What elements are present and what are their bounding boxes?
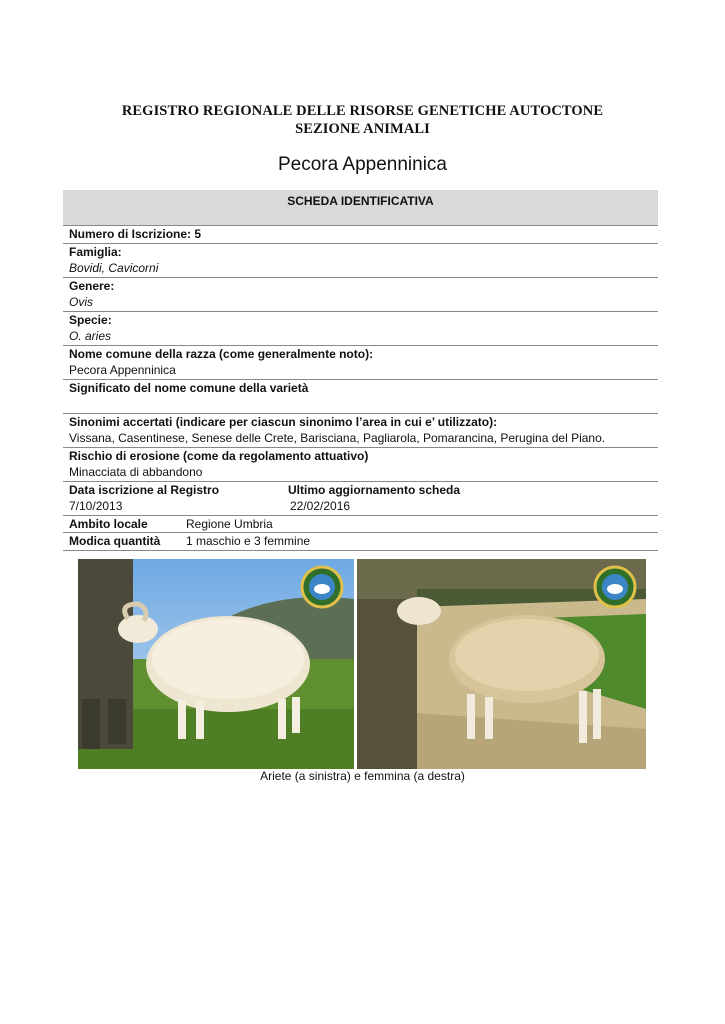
breed-title: Pecora Appenninica [277,154,447,175]
row-numero [63,226,658,244]
date-labels [69,482,652,499]
specie-value: O. aries [69,329,112,343]
row-rischio [63,448,658,482]
date-values [69,498,652,515]
genere-value: Ovis [69,295,93,309]
famiglia-value: Bovidi, Cavicorni [69,261,159,275]
aggiornamento-label: Ultimo aggiornamento scheda [288,482,461,497]
photo-caption: Ariete (a sinistra) e femmina (a destra) [260,769,465,783]
significato-label: Significato del nome comune della varietà [69,380,309,395]
section-title: SEZIONE ANIMALI [295,121,430,137]
aggiornamento-value: 22/02/2016 [290,499,351,513]
sheet-header-band [63,190,658,225]
row-nome-comune [63,346,658,380]
row-specie [63,312,658,346]
registry-title: REGISTRO REGIONALE DELLE RISORSE GENETICHE AUTOCTONE [121,103,604,119]
ram-photo [78,559,354,769]
sinonimi-value: Vissana, Casentinese, Senese delle Crete, Barisciana, Pagliarola, Pomarancina, Perugina del Piano. [69,431,606,445]
ambito-value: Regione Umbria [186,516,273,531]
numero-label: Numero di Iscrizione: 5 [69,227,202,241]
row-modica [63,533,658,551]
data-iscrizione-value: 7/10/2013 [69,499,123,513]
ewe-photo [357,559,646,769]
modica-value: 1 maschio e 3 femmine [186,534,311,548]
rischio-value: Minacciata di abbandono [69,465,203,479]
row-significato [63,380,658,414]
identification-table [63,225,658,551]
sheet-title: SCHEDA IDENTIFICATIVA [287,194,434,208]
rischio-label: Rischio di erosione (come da regolamento attuativo) [69,448,369,463]
famiglia-label: Famiglia: [69,244,122,259]
ambito-label: Ambito locale [69,516,148,531]
row-sinonimi [63,414,658,448]
nome-label: Nome comune della razza (come generalmente noto): [69,346,374,361]
nome-value: Pecora Appenninica [69,363,176,377]
modica-label: Modica quantità [69,534,161,548]
data-iscrizione-label: Data iscrizione al Registro [69,482,220,497]
row-genere [63,278,658,312]
genere-label: Genere: [69,278,115,293]
row-famiglia [63,244,658,278]
sinonimi-label: Sinonimi accertati (indicare per ciascun sinonimo l’area in cui e’ utilizzato): [69,414,498,429]
row-date [63,482,658,516]
row-ambito [63,516,658,534]
specie-label: Specie: [69,312,112,327]
